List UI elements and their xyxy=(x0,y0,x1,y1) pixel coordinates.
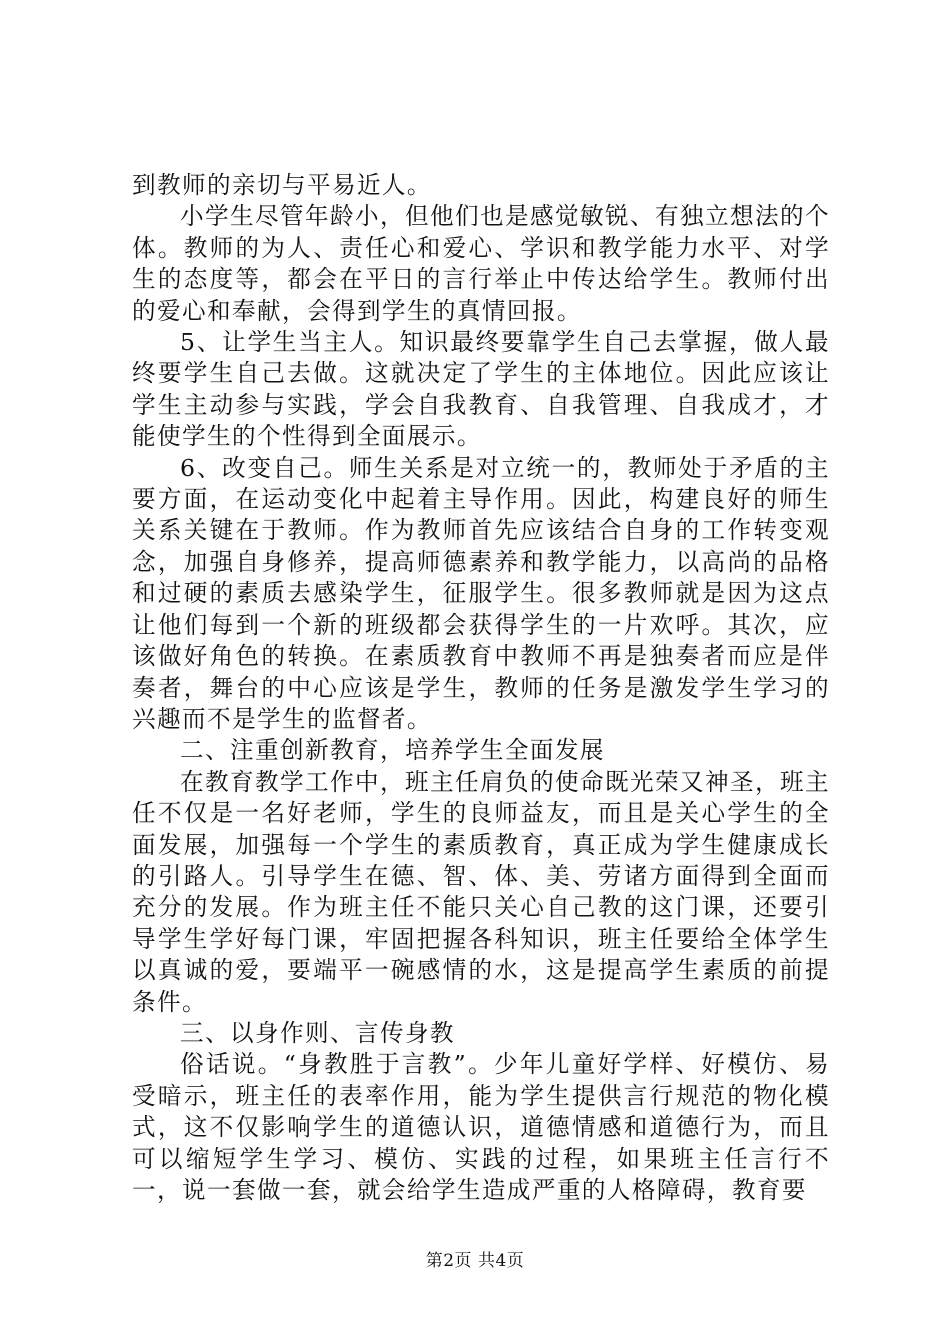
paragraph-2: 小学生尽管年龄小，但他们也是感觉敏锐、有独立想法的个体。教师的为人、责任心和爱心、学识和教学能力水平、对学生的态度等，都会在平日的言行举止中传达给学生。教师付出的爱心和奉献，会得到学生的真情回报。 xyxy=(132,202,830,325)
paragraph-5: 在教育教学工作中，班主任肩负的使命既光荣又神圣，班主任不仅是一名好老师，学生的良师益友，而且是关心学生的全面发展，加强每一个学生的素质教育，真正成为学生健康成长的引路人。引导学生在德、智、体、美、劳诸方面得到全面而充分的发展。作为班主任不能只关心自己教的这门课，还要引导学生学好每门课，牢固把握各科知识，班主任要给全体学生以真诚的爱，要端平一碗感情的水，这是提高学生素质的前提条件。 xyxy=(132,767,830,1016)
paragraph-4: 6、改变自己。师生关系是对立统一的，教师处于矛盾的主要方面，在运动变化中起着主导作用。因此，构建良好的师生关系关键在于教师。作为教师首先应该结合自身的工作转变观念，加强自身修养，提高师德素养和教学能力，以高尚的品格和过硬的素质去感染学生，征服学生。很多教师就是因为这点让他们每到一个新的班级都会获得学生的一片欢呼。其次，应该做好角色的转换。在素质教育中教师不再是独奏者而应是伴奏者，舞台的中心应该是学生，教师的任务是激发学生学习的兴趣而不是学生的监督者。 xyxy=(132,453,830,733)
page-number-footer: 第2页 共4页 xyxy=(425,1251,525,1271)
paragraph-3: 5、让学生当主人。知识最终要靠学生自己去掌握，做人最终要学生自己去做。这就决定了学生的主体地位。因此应该让学生主动参与实践，学会自我教育、自我管理、自我成才，才能使学生的个性得到全面展示。 xyxy=(132,328,830,451)
section-heading-2: 二、注重创新教育，培养学生全面发展 xyxy=(180,736,605,765)
section-heading-3: 三、以身作则、言传身教 xyxy=(180,1018,455,1047)
paragraph-6: 俗话说。“身教胜于言教”。少年儿童好学样、好模仿、易受暗示，班主任的表率作用，能为学生提供言行规范的物化模式，这不仅影响学生的道德认识，道德情感和道德行为，而且可以缩短学生学习、模仿、实践的过程，如果班主任言行不一，说一套做一套，就会给学生造成严重的人格障碍，教育要 xyxy=(132,1050,830,1204)
paragraph-1: 到教师的亲切与平易近人。 xyxy=(132,171,432,199)
document-body xyxy=(132,170,830,1206)
